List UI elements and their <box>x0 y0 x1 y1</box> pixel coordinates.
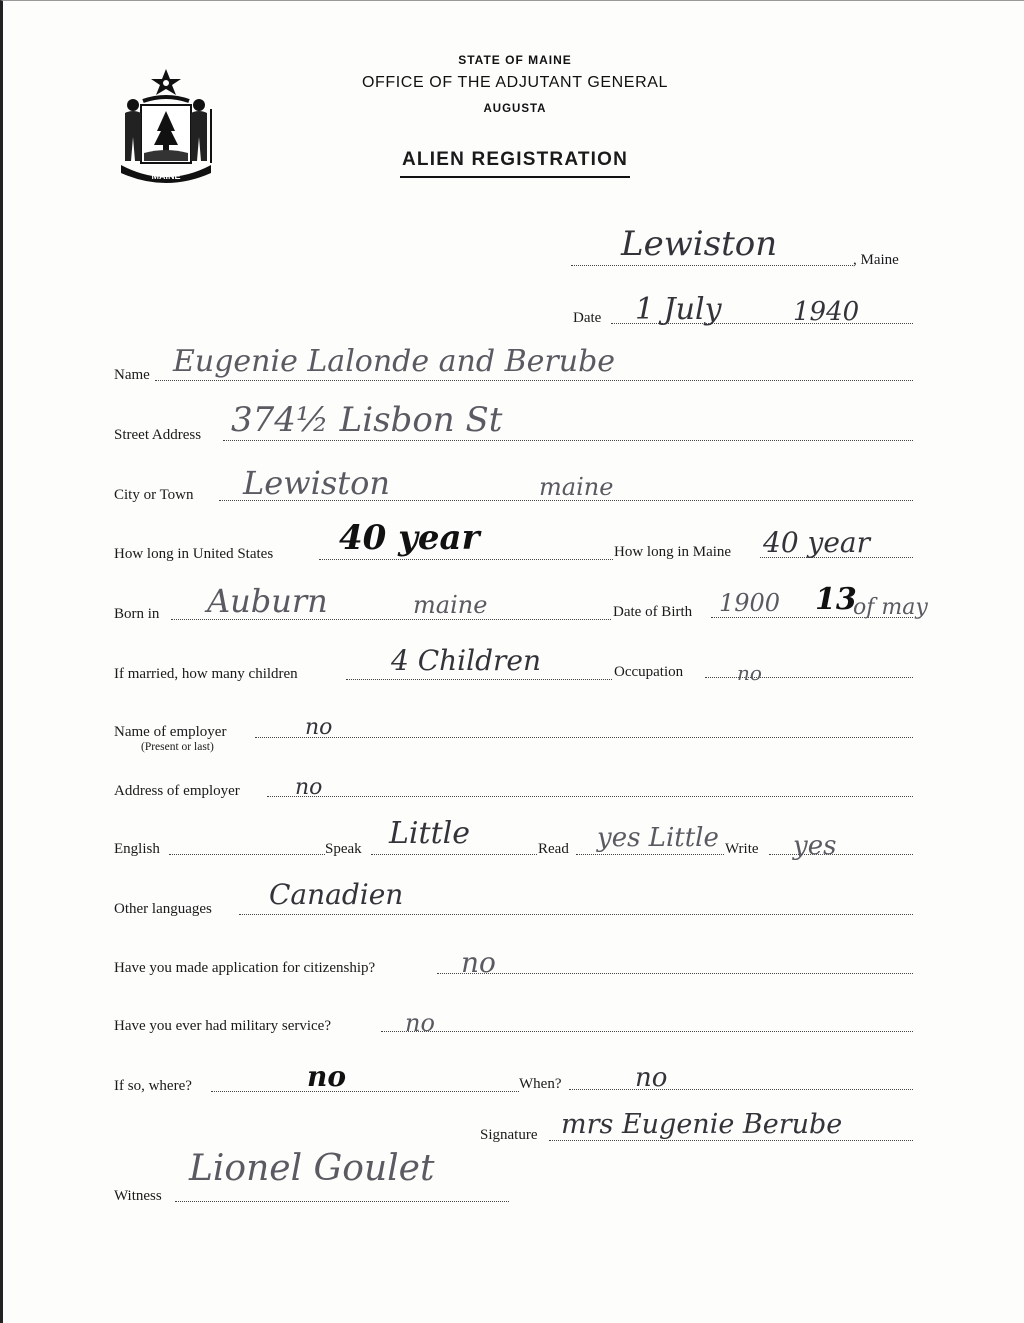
occupation-value: no <box>737 661 762 685</box>
employer-line <box>255 737 913 738</box>
employer-label: Name of employer <box>114 724 227 740</box>
witness-label: Witness <box>114 1188 162 1204</box>
speak-line <box>371 854 537 855</box>
military-label: Have you ever had military service? <box>114 1018 331 1034</box>
born-in-state-value: maine <box>413 591 488 619</box>
seal-text: MAINE <box>151 171 181 181</box>
witness-value: Lionel Goulet <box>189 1148 435 1189</box>
read-label: Read <box>538 841 569 857</box>
citizenship-label: Have you made application for citizenship? <box>114 960 376 976</box>
how-long-maine-value: 40 year <box>763 526 870 559</box>
employer-address-value: no <box>295 775 323 800</box>
where-value: no <box>307 1060 347 1093</box>
dob-year-value: 1900 <box>719 589 781 617</box>
english-label: English <box>114 841 160 857</box>
born-in-value: Auburn <box>207 582 328 620</box>
children-label: If married, how many children <box>114 666 298 682</box>
english-line <box>169 854 325 855</box>
children-value: 4 Children <box>391 644 541 677</box>
occupation-label: Occupation <box>614 664 684 680</box>
signature-label: Signature <box>480 1127 538 1143</box>
other-languages-label: Other languages <box>114 901 212 917</box>
place-line <box>571 265 853 266</box>
signature-value: mrs Eugenie Berube <box>561 1109 843 1140</box>
military-value: no <box>405 1009 435 1037</box>
when-line <box>569 1089 913 1090</box>
name-line <box>155 380 913 381</box>
maine-suffix-label: , Maine <box>853 252 899 268</box>
date-value: 1 July <box>635 292 722 327</box>
children-line <box>346 679 612 680</box>
street-label: Street Address <box>114 427 202 443</box>
when-label: When? <box>519 1076 562 1092</box>
office-heading: OFFICE OF THE ADJUTANT GENERAL <box>361 74 669 91</box>
other-languages-line <box>239 914 913 915</box>
city-value: Lewiston <box>243 464 390 502</box>
name-label: Name <box>114 367 150 383</box>
born-in-label: Born in <box>114 606 160 622</box>
speak-value: Little <box>389 816 470 851</box>
military-line <box>381 1031 913 1032</box>
dob-day-value: 13 <box>815 582 857 617</box>
write-value: yes <box>793 831 837 861</box>
form-title: ALIEN REGISTRATION <box>400 149 630 178</box>
employer-value: no <box>305 715 333 740</box>
where-line <box>211 1091 519 1092</box>
dob-month-value: of may <box>853 595 928 620</box>
how-long-us-label: How long in United States <box>114 546 274 562</box>
how-long-maine-label: How long in Maine <box>614 544 732 560</box>
read-value: yes Little <box>597 823 719 853</box>
where-label: If so, where? <box>114 1078 192 1094</box>
how-long-us-value: 40 year <box>339 518 480 558</box>
date-year-value: 1940 <box>793 297 860 327</box>
write-line <box>769 854 913 855</box>
date-label: Date <box>573 310 602 326</box>
read-line <box>576 854 724 855</box>
city-label: City or Town <box>114 487 194 503</box>
citizenship-value: no <box>461 946 496 979</box>
street-value: 374½ Lisbon St <box>231 400 503 440</box>
city-state-value: maine <box>539 473 614 501</box>
street-line <box>223 440 913 441</box>
employer-address-line <box>267 796 913 797</box>
name-value: Eugenie Lalonde and Berube <box>173 344 616 379</box>
employer-address-label: Address of employer <box>114 783 240 799</box>
city-heading: AUGUSTA <box>483 103 547 115</box>
other-languages-value: Canadien <box>269 878 404 911</box>
place-value: Lewiston <box>621 224 778 264</box>
write-label: Write <box>725 841 759 857</box>
when-value: no <box>635 1063 668 1093</box>
how-long-us-line <box>319 559 613 560</box>
signature-line <box>549 1140 913 1141</box>
employer-note: (Present or last) <box>141 741 214 753</box>
witness-line <box>175 1201 509 1202</box>
speak-label: Speak <box>325 841 362 857</box>
citizenship-line <box>437 973 913 974</box>
state-heading: STATE OF MAINE <box>458 53 572 67</box>
date-of-birth-label: Date of Birth <box>613 604 693 620</box>
